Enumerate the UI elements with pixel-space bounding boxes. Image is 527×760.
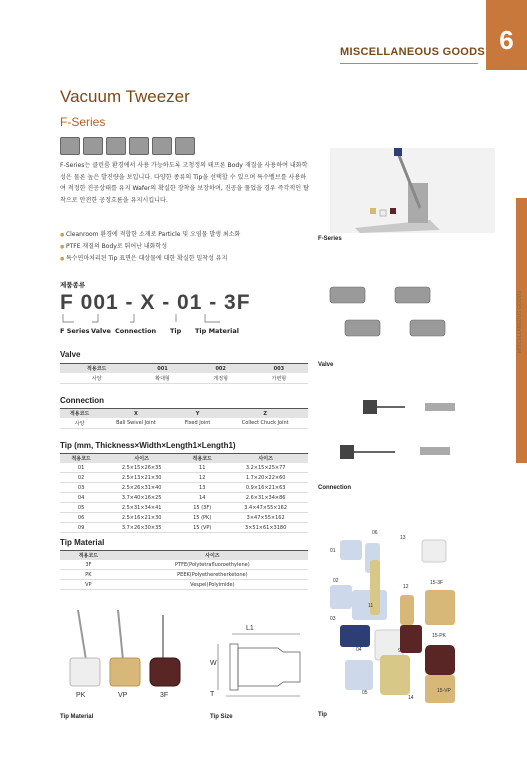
tip-number: 03 (330, 616, 336, 622)
code-label: Tip (170, 327, 182, 335)
table-row: PK PEEK(Polyetheretherketone) (60, 570, 308, 580)
table-header: 사이즈 (223, 454, 308, 464)
tip-number: 05 (362, 690, 368, 696)
tip-size-thickness-label: T (210, 691, 215, 698)
table-row: 01 2.5×15×26×35 11 3.2×15×25×77 (60, 463, 308, 473)
tip-number: 01 (330, 548, 336, 554)
table-header: 적용코드 (60, 551, 117, 561)
table-cell: 사양 (60, 418, 99, 429)
esd-icon (106, 137, 126, 155)
table-row: 05 2.5×31×34×41 15 (3F) 3.4×47×55×162 (60, 503, 308, 513)
section-title: MISCELLANEOUS GOODS (340, 46, 486, 58)
tip-number: 15-3F (430, 580, 444, 586)
tip-number: 13 (400, 535, 406, 541)
feature-item: ● Cleanroom 환경에 적합한 소재로 Particle 및 오염물 발생 최소화 (60, 229, 310, 241)
table-row: 09 3.7×26×30×35 15 (VP) 3×51×61×3180 (60, 523, 308, 533)
table-header: 적용코드 (60, 454, 102, 464)
chapter-number: 6 (486, 0, 527, 70)
tip-size-caption: Tip Size (210, 714, 233, 720)
tip-number: 14 (408, 695, 414, 701)
connection-table (60, 408, 308, 429)
table-cell: Collect Chuck Joint (222, 418, 308, 429)
tip-caption: Tip (318, 712, 327, 718)
code-label: Connection (115, 327, 157, 335)
tip-material-heading: Tip Material (60, 538, 105, 547)
table-header: Z (222, 409, 308, 419)
cleanroom-icon (60, 137, 80, 155)
tip-number: 12 (403, 584, 409, 590)
feature-list (60, 229, 310, 265)
table-cell: 사양 (60, 373, 133, 384)
table-cell: 개정형 (192, 373, 250, 384)
tip-size-width-label: W (210, 660, 217, 667)
table-row: 06 2.5×16×21×30 15 (PK) 3×47×55×162 (60, 513, 308, 523)
tip-number: 06 (372, 530, 378, 536)
chemical-icon (83, 137, 103, 155)
tip-label-3f: 3F (160, 692, 169, 699)
code-label: Valve (91, 327, 111, 335)
tip-label-pk: PK (76, 692, 86, 699)
valve-caption: Valve (318, 362, 334, 368)
table-header: 사이즈 (117, 551, 308, 561)
tip-number: 9 (398, 648, 401, 654)
table-header: 사이즈 (102, 454, 181, 464)
table-cell: 확대형 (133, 373, 191, 384)
fseries-caption: F-Series (318, 236, 342, 242)
code-connector-lines (60, 314, 260, 328)
tip-number: 11 (368, 603, 374, 609)
table-header: 적용코드 (60, 409, 99, 419)
vacuum-icon (152, 137, 172, 155)
tip-heading: Tip (mm, Thickness×Width×Length1×Length1) (60, 441, 236, 450)
tip-label-vp: VP (118, 692, 128, 699)
table-header: X (99, 409, 172, 419)
connection-heading: Connection (60, 396, 104, 405)
tip-number: 04 (356, 647, 362, 653)
table-cell: Ball Swivel Joint (99, 418, 172, 429)
connection-caption: Connection (318, 485, 351, 491)
table-header: Y (173, 409, 223, 419)
table-row: 03 2.5×26×31×40 13 0.9×16×21×63 (60, 483, 308, 493)
table-cell: 가변형 (250, 373, 308, 384)
tip-material-table (60, 550, 308, 590)
tip-material-caption: Tip Material (60, 714, 94, 720)
tip-number: 15-VP (437, 688, 451, 694)
table-header: 적용코드 (181, 454, 223, 464)
code-label: Tip Material (195, 327, 239, 335)
feature-item: ● 특수연마처리된 Tip 표면은 대상물에 대한 확실한 밀착성 유지 (60, 253, 310, 265)
table-row (60, 373, 308, 384)
table-row: 3F PTFE(Polytetrafluoroethylene) (60, 560, 308, 570)
tip-number: 15-PK (432, 633, 446, 639)
feature-item: ● PTFE 재질의 Body로 뛰어난 내화학성 (60, 241, 310, 253)
table-header: 002 (192, 364, 250, 374)
valve-photo (325, 275, 475, 355)
valve-heading: Valve (60, 350, 81, 359)
tip-size-length-label: L1 (246, 625, 254, 632)
table-row (60, 418, 308, 429)
wafer-icon (175, 137, 195, 155)
table-row: 02 2.5×13×21×30 12 1.7×20×22×60 (60, 473, 308, 483)
tips-photo (330, 535, 480, 705)
tip-number: 02 (333, 578, 339, 584)
tip-size-diagram (208, 630, 308, 702)
table-header: 001 (133, 364, 191, 374)
tip-material-photo (58, 610, 198, 705)
product-series: F-Series (60, 115, 106, 129)
table-header: 적용코드 (60, 364, 133, 374)
fseries-photo (330, 148, 495, 233)
side-tab-label: MISCELLANEOUS GOODS (517, 290, 523, 353)
connection-photo (325, 395, 485, 475)
product-description: F-Series는 클린룸 환경에서 사용 가능하도록 고청정의 테프론 Body 재질을 사용하여 내화학성은 물론 높은 발진량을 보입니다. 다양한 종류의 Tip을 선택할 수 있으며 특수벨브를 사용하여 적정한 진공상태를 유지 Wafer의 확실한 장착을 보장하며, 진공을 풀었을 경우 즉각적인 탈착으로 안전한 공정흐름을 유지시킵니다. (60, 162, 309, 204)
ordering-heading: 제품종류 (60, 281, 86, 289)
ordering-code: F 001 - X - 01 - 3F (60, 291, 251, 314)
table-cell: Fixed Joint (173, 418, 223, 429)
product-title: Vacuum Tweezer (60, 87, 190, 106)
table-row: 04 3.7×40×16×25 14 2.6×31×34×86 (60, 493, 308, 503)
tip-table (60, 453, 308, 533)
header-divider (340, 63, 478, 64)
table-header: 003 (250, 364, 308, 374)
feature-icons (60, 137, 195, 155)
table-row: VP Vespel(Polyimide) (60, 580, 308, 590)
heat-icon (129, 137, 149, 155)
valve-table (60, 363, 308, 384)
code-label: F Series (60, 327, 90, 335)
